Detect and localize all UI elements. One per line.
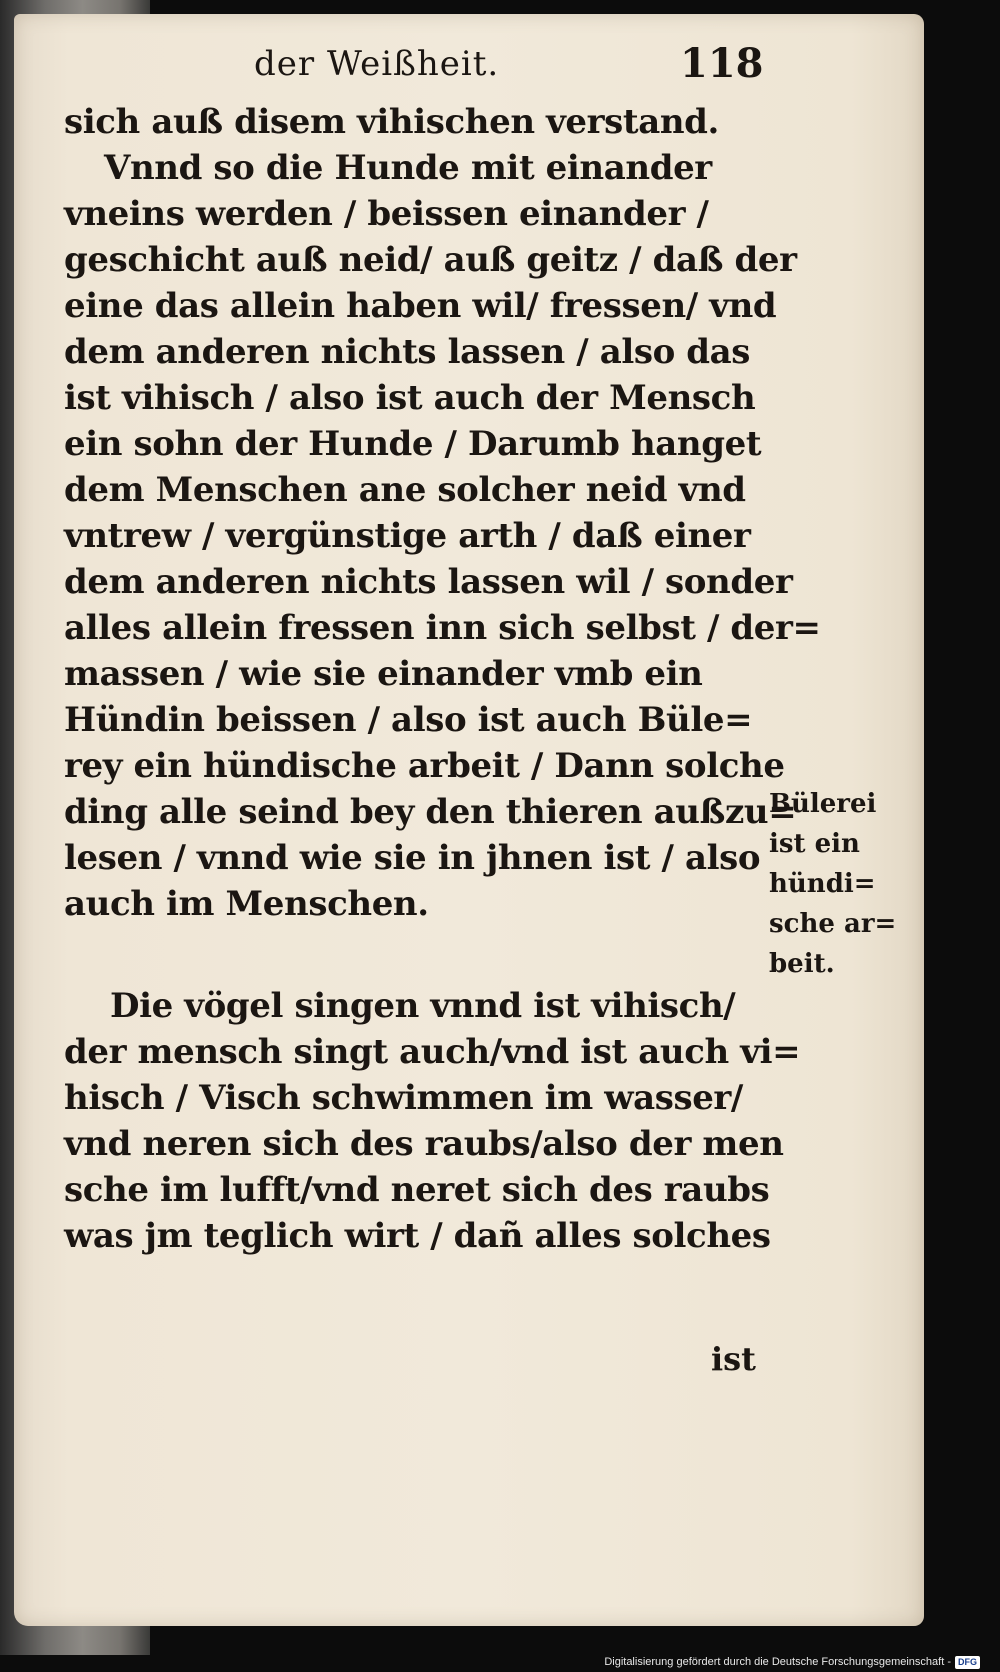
marginal-note-line: Bülerei [769, 789, 877, 819]
marginal-note-line: ist ein [769, 829, 860, 859]
text-line: massen / wie sie einander vmb ein [64, 654, 703, 694]
marginal-note-line: hündi= [769, 869, 876, 899]
folio-number: 118 [680, 40, 764, 87]
text-line: sich auß disem vihischen verstand. [64, 102, 719, 142]
text-line: ding alle seind bey den thieren außzu= [64, 792, 797, 832]
digitization-credit: Digitalisierung gefördert durch die Deutsche Forschungsgemeinschaft - [604, 1656, 951, 1668]
dfg-logo-icon[interactable]: DFG [955, 1656, 980, 1669]
marginal-note-line: sche ar= [769, 909, 897, 939]
digitization-footer [604, 1654, 980, 1670]
text-line: ist vihisch / also ist auch der Mensch [64, 378, 756, 418]
book-page [14, 14, 924, 1626]
text-line: vntrew / vergünstige arth / daß einer [64, 516, 751, 556]
text-line: vnd neren sich des raubs/also der men [64, 1124, 784, 1164]
text-line: lesen / vnnd wie sie in jhnen ist / also [64, 838, 761, 878]
text-line: Die vögel singen vnnd ist vihisch/ [110, 986, 736, 1026]
text-line: dem Menschen ane solcher neid vnd [64, 470, 746, 510]
text-line: der mensch singt auch/vnd ist auch vi= [64, 1032, 801, 1072]
text-line: vneins werden / beissen einander / [64, 194, 709, 234]
running-head: der Weißheit. [254, 44, 500, 84]
text-line: alles allein fressen inn sich selbst / der= [64, 608, 821, 648]
marginal-note-line: beit. [769, 949, 835, 979]
text-line: Vnnd so die Hunde mit einander [104, 148, 712, 188]
text-line: dem anderen nichts lassen / also das [64, 332, 751, 372]
text-line: auch im Menschen. [64, 884, 429, 924]
text-line: rey ein hündische arbeit / Dann solche [64, 746, 785, 786]
text-line: ein sohn der Hunde / Darumb hanget [64, 424, 762, 464]
text-line: dem anderen nichts lassen wil / sonder [64, 562, 793, 602]
text-line: hisch / Visch schwimmen im wasser/ [64, 1078, 743, 1118]
text-line: sche im lufft/vnd neret sich des raubs [64, 1170, 770, 1210]
text-line: Hündin beissen / also ist auch Büle= [64, 700, 753, 740]
text-line: geschicht auß neid/ auß geitz / daß der [64, 240, 797, 280]
text-line: eine das allein haben wil/ fressen/ vnd [64, 286, 777, 326]
text-line: was jm teglich wirt / dañ alles solches [64, 1216, 771, 1256]
catchword: ist [711, 1340, 756, 1378]
